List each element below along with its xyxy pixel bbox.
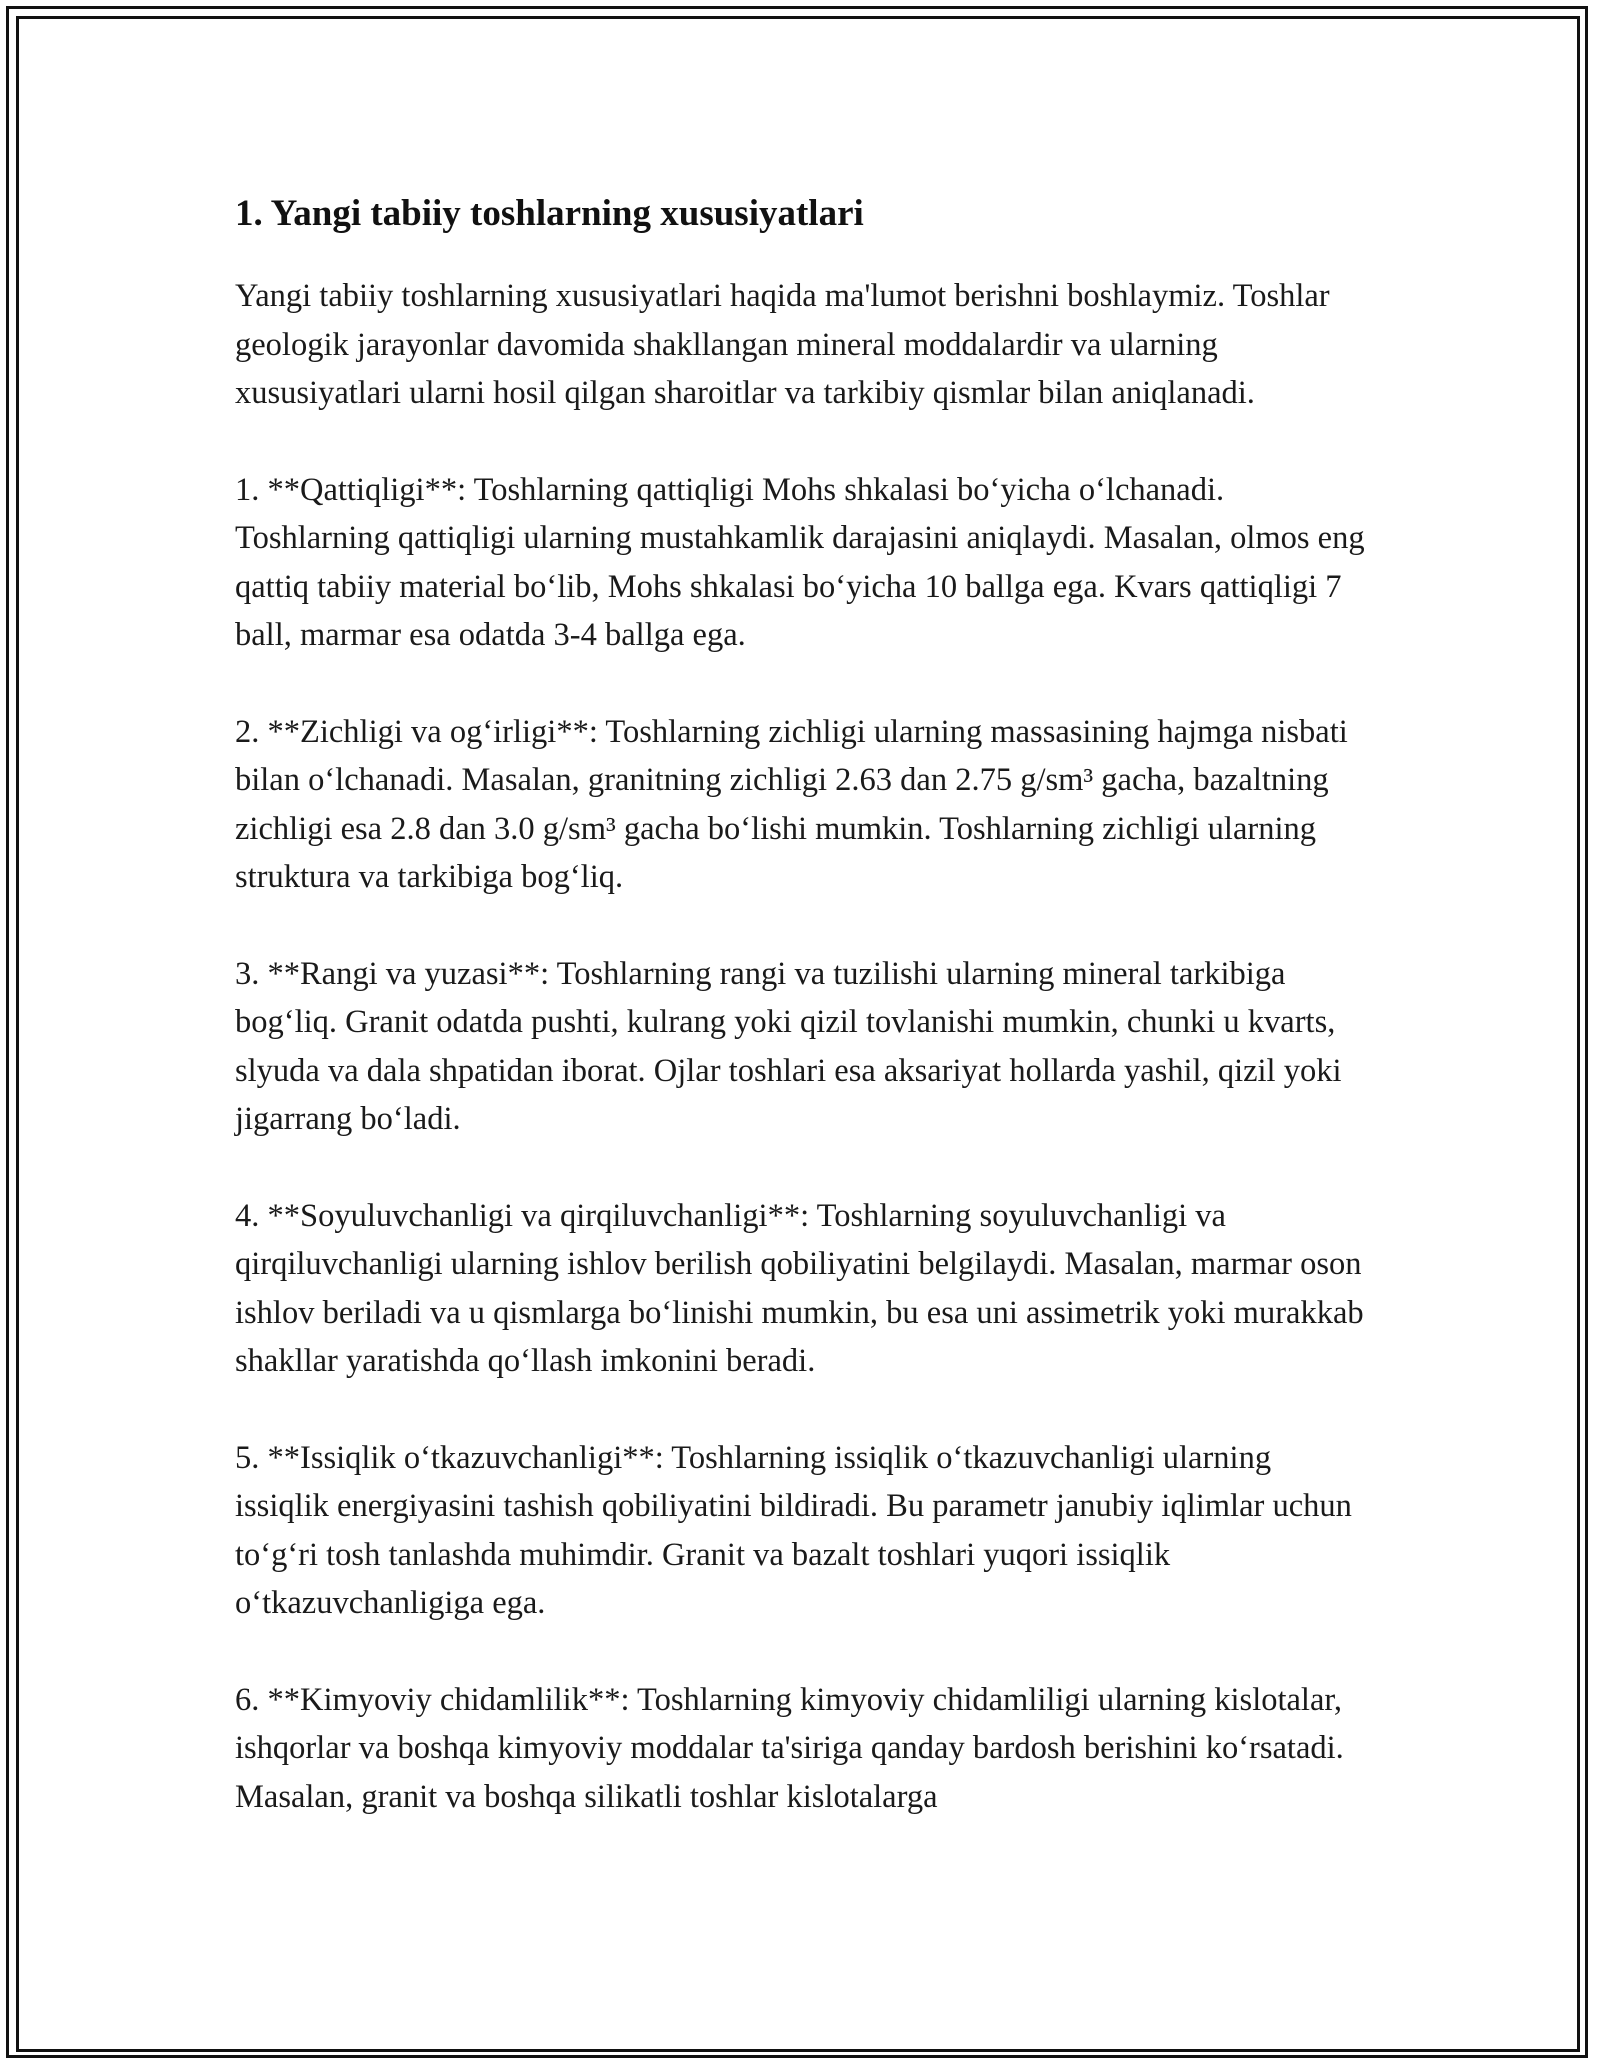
paragraph-workability: 4. **Soyuluvchanligi va qirqiluvchanligi**: Toshlarning soyuluvchanligi va qirqiluvchanligi ularning ishlov berilish qobiliyatini belgilaydi. Masalan, marmar oson ishlov beriladi va u qismlarga bo‘linishi mumkin, bu esa uni assimetrik yoki murakkab shakllar yaratishda qo‘llash imkonini beradi. — [235, 1197, 1364, 1379]
document-body — [235, 186, 1370, 1869]
paragraph-color: 3. **Rangi va yuzasi**: Toshlarning rangi va tuzilishi ularning mineral tarkibiga bog‘liq. Granit odatda pushti, kulrang yoki qizil tovlanishi mumkin, chunki u kvarts, slyuda va dala shpatidan iborat. Ojlar toshlari esa aksariyat hollarda yashil, qizil yoki jigarrang bo‘ladi. — [235, 955, 1342, 1137]
paragraph-thermal-conductivity: 5. **Issiqlik o‘tkazuvchanligi**: Toshlarning issiqlik o‘tkazuvchanligi ularning issiqlik energiyasini tashish qobiliyatini bildiradi. Bu parametr janubiy iqlimlar uchun to‘g‘ri tosh tanlashda muhimdir. Granit va bazalt toshlari yuqori issiqlik o‘tkazuvchanligiga ega. — [235, 1439, 1352, 1621]
paragraph-chemical-resistance: 6. **Kimyoviy chidamlilik**: Toshlarning kimyoviy chidamliligi ularning kislotalar, ishqorlar va boshqa kimyoviy moddalar ta'siriga qanday bardosh berishini ko‘rsatadi. Masalan, granit va boshqa silikatli toshlar kislotalarga — [235, 1681, 1344, 1815]
section-heading: 1. Yangi tabiiy toshlarning xususiyatlari — [235, 193, 864, 234]
intro-paragraph: Yangi tabiiy toshlarning xususiyatlari haqida ma'lumot berishni boshlaymiz. Toshlar geologik jarayonlar davomida shakllangan mineral moddalardir va ularning xususiyatlari ularni hosil qilgan sharoitlar va tarkibiy qismlar bilan aniqlanadi. — [235, 278, 1330, 411]
paragraph-hardness: 1. **Qattiqligi**: Toshlarning qattiqligi Mohs shkalasi bo‘yicha o‘lchanadi. Toshlarning qattiqligi ularning mustahkamlik darajasini aniqlaydi. Masalan, olmos eng qattiq tabiiy material bo‘lib, Mohs shkalasi bo‘yicha 10 ballga ega. Kvars qattiqligi 7 ball, marmar esa odatda 3-4 ballga ega. — [235, 471, 1365, 653]
paragraph-density: 2. **Zichligi va og‘irligi**: Toshlarning zichligi ularning massasining hajmga nisbati bilan o‘lchanadi. Masalan, granitning zichligi 2.63 dan 2.75 g/sm³ gacha, bazaltning zichligi esa 2.8 dan 3.0 g/sm³ gacha bo‘lishi mumkin. Toshlarning zichligi ularning struktura va tarkibiga bog‘liq. — [235, 713, 1348, 895]
